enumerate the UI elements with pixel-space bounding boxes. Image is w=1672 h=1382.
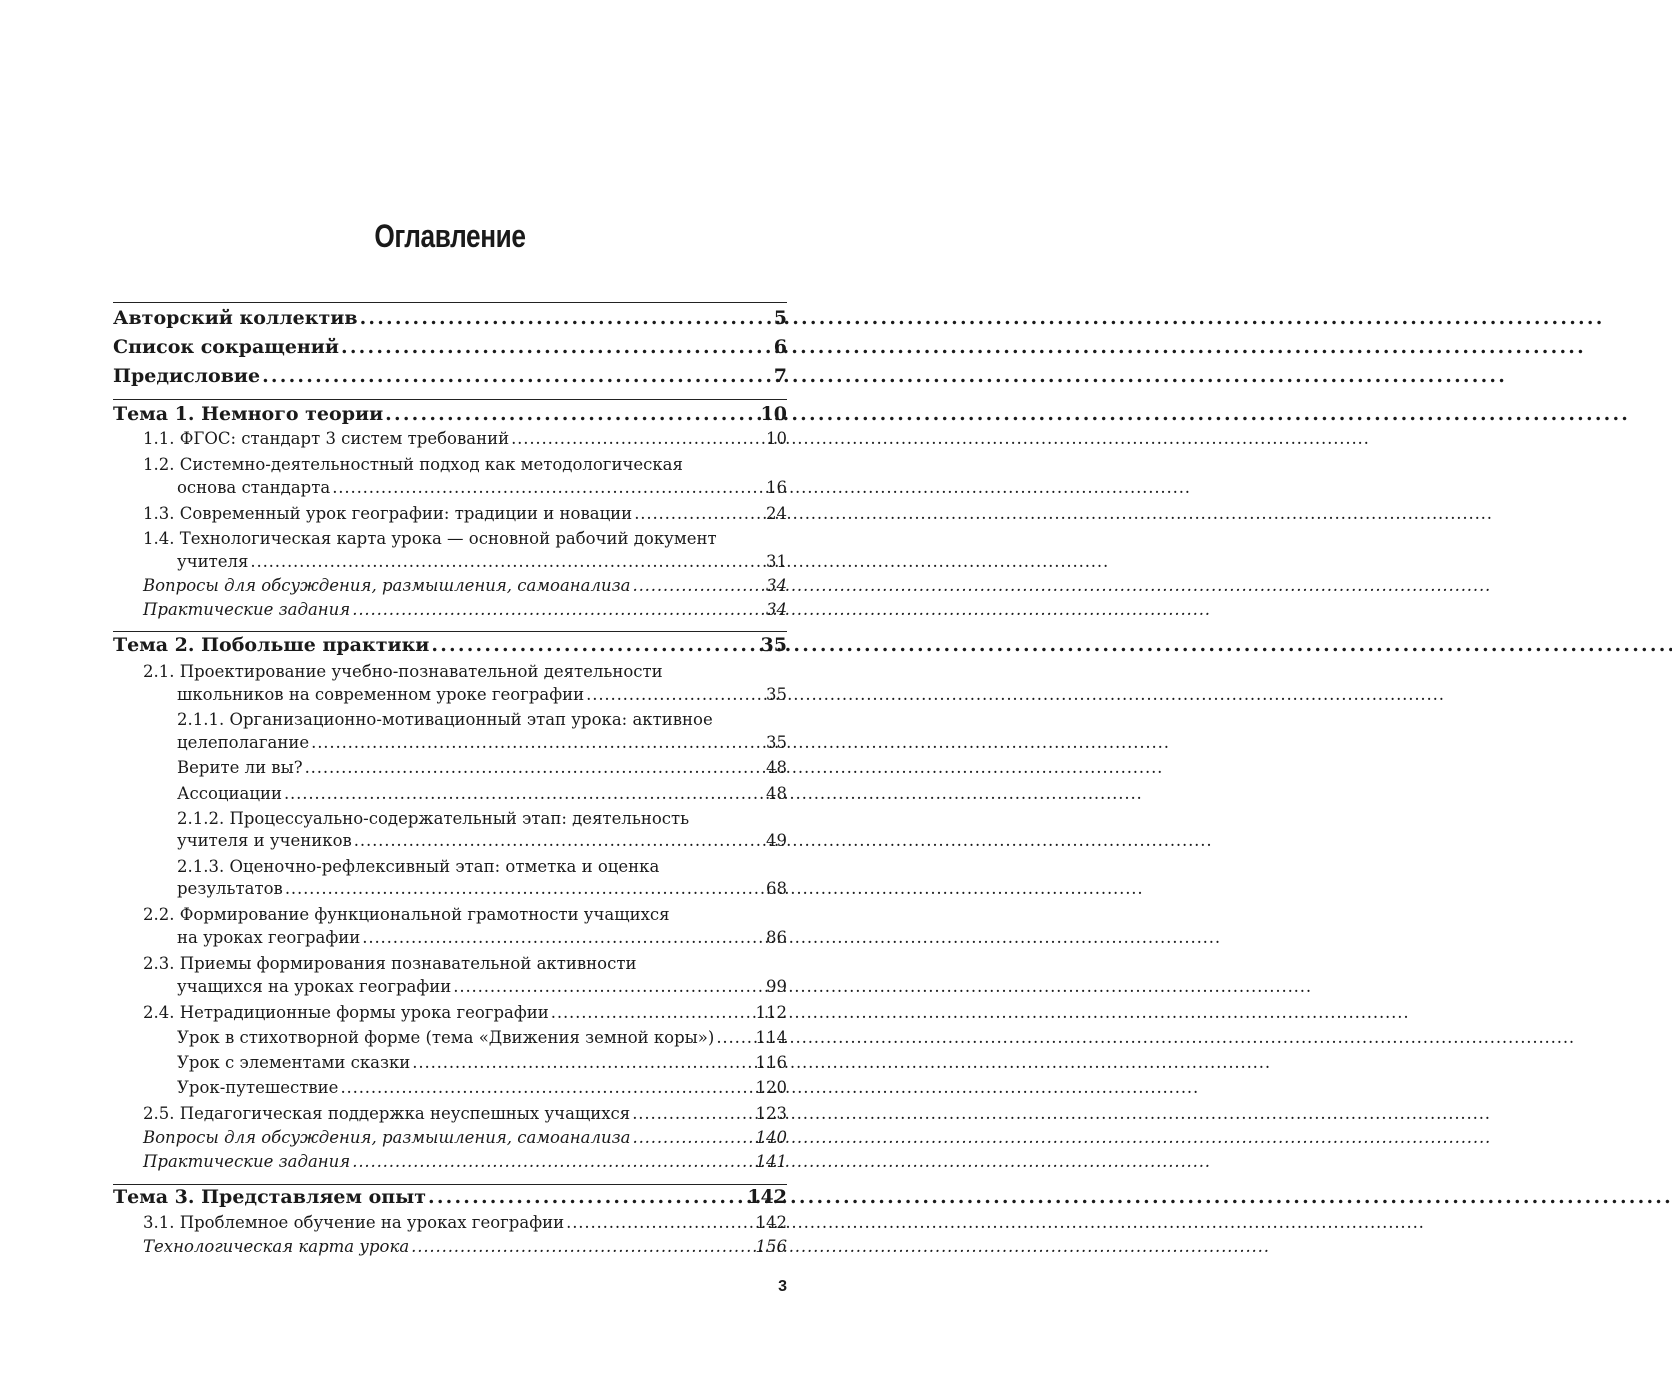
toc-entry[interactable]: Практические задания . . . 141 <box>143 1152 787 1171</box>
toc-entry[interactable]: Ассоциации . . . 48 <box>177 784 787 803</box>
toc-entry[interactable]: на уроках географии . . . 86 <box>177 928 787 947</box>
toc-chapter[interactable]: Тема 3. Представляем опыт . . . 142 <box>113 1186 787 1208</box>
toc-entry[interactable]: результатов . . . 68 <box>177 879 787 898</box>
page-number: 3 <box>778 1278 787 1295</box>
toc-entry[interactable]: Практические задания . . . 34 <box>143 600 787 619</box>
toc-chapter[interactable]: Тема 1. Немного теории . . . 10 <box>113 403 787 425</box>
toc-entry[interactable]: школьников на современном уроке географии . . . 35 <box>177 685 787 704</box>
toc-entry[interactable]: учителя . . . 31 <box>177 552 787 571</box>
toc-entry[interactable]: основа стандарта . . . 16 <box>177 478 787 497</box>
toc-entry[interactable]: учителя и учеников . . . 49 <box>177 831 787 850</box>
toc-entry-line: 2.3. Приемы формирования познавательной активности <box>143 954 637 973</box>
toc-entry-line: 1.4. Технологическая карта урока — основной рабочий документ <box>143 529 717 548</box>
toc-entry[interactable]: Верите ли вы? . . . 48 <box>177 758 787 777</box>
toc-entry[interactable]: Урок с элементами сказки . . . 116 <box>177 1053 787 1072</box>
toc-entry-line: 2.2. Формирование функциональной грамотности учащихся <box>143 905 670 924</box>
toc-entry-line: 2.1. Проектирование учебно-познавательной деятельности <box>143 662 663 681</box>
toc-entry[interactable]: учащихся на уроках географии . . . 99 <box>177 977 787 996</box>
divider <box>113 631 787 632</box>
toc-entry[interactable]: Авторский коллектив . . . 5 <box>113 307 787 329</box>
toc-entry-line: 2.1.3. Оценочно-рефлексивный этап: отметка и оценка <box>177 857 660 876</box>
toc-entry[interactable]: 1.1. ФГОС: стандарт 3 систем требований . . . 10 <box>143 429 787 448</box>
toc-entry[interactable]: 2.5. Педагогическая поддержка неуспешных учащихся . . . 123 <box>143 1104 787 1123</box>
toc-entry[interactable]: Предисловие . . . 7 <box>113 365 787 387</box>
toc-entry[interactable]: Список сокращений . . . 6 <box>113 336 787 358</box>
toc-entry[interactable]: Урок-путешествие . . . 120 <box>177 1078 787 1097</box>
toc-chapter[interactable]: Тема 2. Побольше практики . . . 35 <box>113 634 787 656</box>
toc-entry[interactable]: 1.3. Современный урок географии: традиции и новации . . . 24 <box>143 504 787 523</box>
toc-entry[interactable]: Технологическая карта урока . . . 156 <box>143 1237 787 1256</box>
toc-entry-line: 2.1.1. Организационно-мотивационный этап урока: активное <box>177 710 713 729</box>
page-title: Оглавление <box>374 218 526 254</box>
divider <box>113 399 787 400</box>
toc-entry-line: 1.2. Системно-деятельностный подход как методологическая <box>143 455 683 474</box>
toc-entry[interactable]: Вопросы для обсуждения, размышления, самоанализа . . . 140 <box>143 1128 787 1147</box>
toc-entry-line: 2.1.2. Процессуально-содержательный этап: деятельность <box>177 809 690 828</box>
toc-entry[interactable]: 2.4. Нетрадиционные формы урока географии . . . 112 <box>143 1003 787 1022</box>
toc-entry[interactable]: Урок в стихотворной форме (тема «Движения земной коры») . . . 114 <box>177 1028 787 1047</box>
toc-entry[interactable]: 3.1. Проблемное обучение на уроках географии . . . 142 <box>143 1213 787 1232</box>
toc-entry[interactable]: целеполагание . . . 35 <box>177 733 787 752</box>
divider <box>113 302 787 303</box>
toc-entry[interactable]: Вопросы для обсуждения, размышления, самоанализа . . . 34 <box>143 576 787 595</box>
divider <box>113 1184 787 1185</box>
